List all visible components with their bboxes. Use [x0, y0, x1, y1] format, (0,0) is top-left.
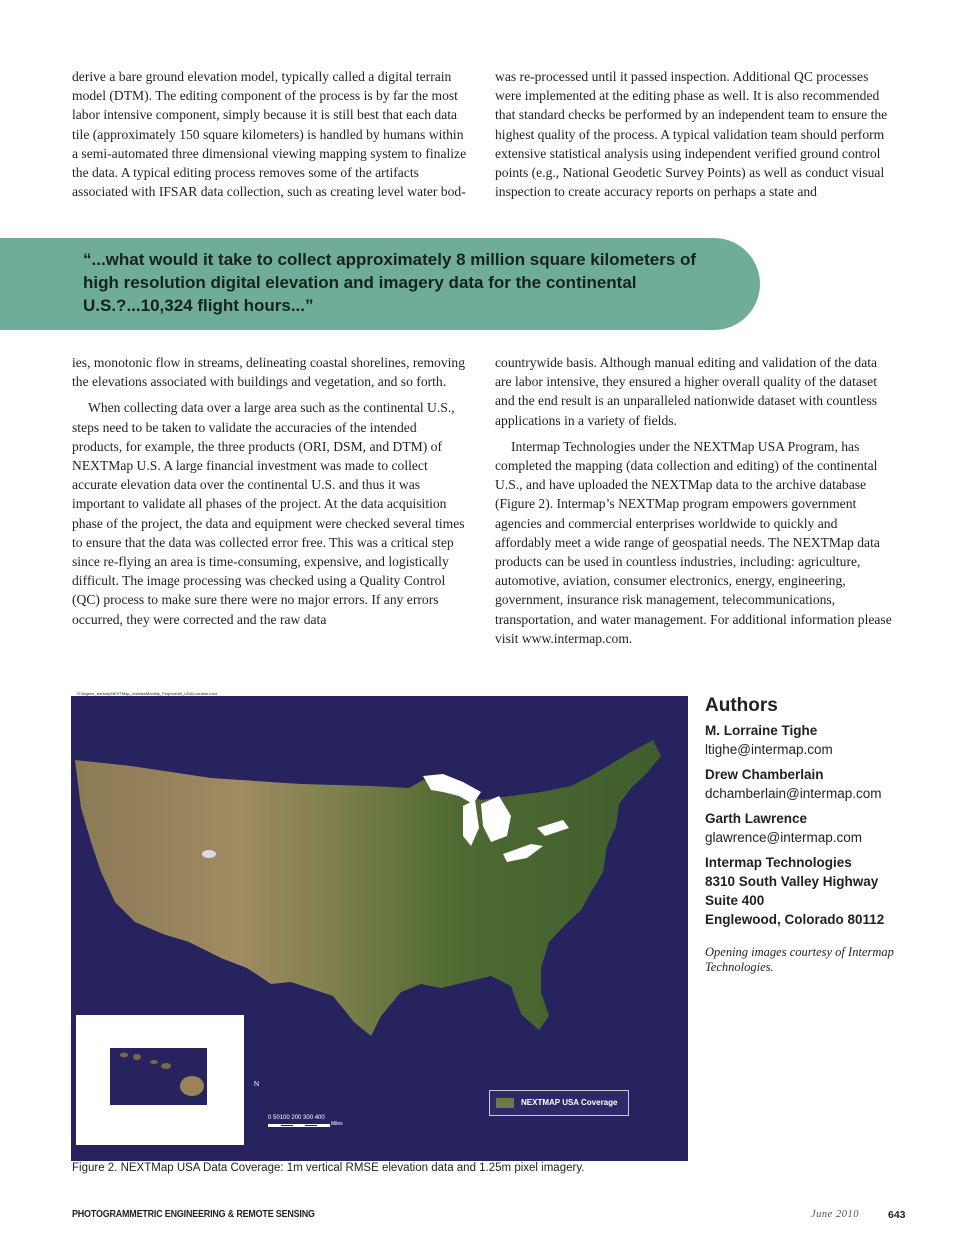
- column-2-bottom: [495, 353, 893, 655]
- paragraph: ies, monotonic flow in streams, delineating coastal shorelines, removing the elevations associated with buildings and vegetation, and so forth.: [72, 355, 465, 390]
- author-name: Garth Lawrence: [705, 811, 808, 826]
- legend-swatch: [496, 1098, 514, 1108]
- author-email: dchamberlain@intermap.com: [705, 786, 882, 801]
- column-1-top: [72, 67, 468, 208]
- column-1-bottom: [72, 353, 468, 636]
- north-arrow-label: N: [254, 1081, 260, 1088]
- pull-quote-text: “...what would it take to collect approximately 8 million square kilometers of high resolution digital elevation and imagery data for the continental U.S.?...10,324 flight hours...”: [83, 250, 697, 315]
- map-file-path: G:\legend_territory\NEXTMap_u\statesMonthly_Projects\hit_USA\Lorraine.mxd: [77, 691, 217, 696]
- author-name: Drew Chamberlain: [705, 767, 824, 782]
- image-credit: Opening images courtesy of Intermap Technologies.: [705, 945, 894, 974]
- hawaii-islands-graphic: [110, 1048, 207, 1105]
- page-number: 643: [888, 1209, 906, 1221]
- paragraph: When collecting data over a large area such as the continental U.S., steps need to be taken to validate the accuracies of the intended products, for example, the three products (ORI, DSM, and DTM) of NEXTMap U.S. A large financial investment was made to collect accurate elevation data over the continental U.S. and thus it was important to validate all phases of the project. At the data acquisition phase of the project, the data and equipment were checked several times to ensure that the data was collected error free. This was a critical step since re-flying an area is time-consuming, expensive, and logistically difficult. The image processing was checked using a Quality Control (QC) process to make sure there were no major errors. If any errors occurred, they were corrected and the raw data: [72, 400, 465, 627]
- map-legend: [489, 1090, 629, 1116]
- authors-block: [705, 693, 905, 975]
- paragraph: derive a bare ground elevation model, typically called a digital terrain model (DTM). The editing component of the process is by far the most labor intensive component, simply because it is still best that each data tile (approximately 150 square kilometers) is handled by humans within a semi-automated three dimensional viewing mapping system to finalize the data. A typical editing process removes some of the artifacts associated with IFSAR data collection, such as creating level water bod-: [72, 69, 467, 200]
- authors-heading: Authors: [705, 695, 778, 716]
- organization-name: Intermap Technologies: [705, 855, 852, 870]
- paragraph: Intermap Technologies under the NEXTMap USA Program, has completed the mapping (data collection and editing) of the continental U.S., and have uploaded the NEXTMap data to the archive database (Figure 2). Intermap’s NEXTMap program empowers government agencies and commercial enterprises worldwide to quickly and affordably meet a wide range of geospatial needs. The NEXTMap data products can be used in countless industries, including: agriculture, automotive, aviation, consumer electronics, energy, engineering, government, insurance risk management, telecommunications, transportation, and water management. For additional information please visit www.intermap.com.: [495, 438, 892, 646]
- paragraph: was re-processed until it passed inspection. Additional QC processes were implemented at the editing phase as well. It is also recommended that standard checks be performed by an independent team to ensure the highest quality of the process. A typical validation team should perform extensive statistical analysis using independent verified ground control points (e.g., National Geodetic Survey Points) as well as conduct visual inspection to create accuracy reports on perhaps a state and: [495, 69, 888, 200]
- scale-bar-numbers: 0 50100 200 300 400: [268, 1115, 325, 1121]
- hawaii-inset-map: [110, 1048, 207, 1105]
- issue-date: June 2010: [811, 1209, 859, 1220]
- legend-label: NEXTMAP USA Coverage: [521, 1098, 618, 1107]
- paragraph: countrywide basis. Although manual editing and validation of the data are labor intensive, they ensured a higher overall quality of the dataset and the end result is an unparalleled nationwide dataset with countless applications in a variety of fields.: [495, 355, 878, 428]
- journal-name: PHOTOGRAMMETRIC ENGINEERING & REMOTE SENSING: [72, 1208, 315, 1220]
- author-email: glawrence@intermap.com: [705, 830, 863, 845]
- address-line: Suite 400: [705, 893, 765, 908]
- address-line: Englewood, Colorado 80112: [705, 912, 885, 927]
- author-name: M. Lorraine Tighe: [705, 723, 818, 738]
- scale-bar: [268, 1124, 330, 1127]
- column-2-top: [495, 67, 893, 208]
- scale-bar-unit: Miles: [331, 1121, 343, 1127]
- author-email: ltighe@intermap.com: [705, 742, 833, 757]
- figure-caption: Figure 2. NEXTMap USA Data Coverage: 1m vertical RMSE elevation data and 1.25m pixel imagery.: [72, 1162, 585, 1174]
- address-line: 8310 South Valley Highway: [705, 874, 879, 889]
